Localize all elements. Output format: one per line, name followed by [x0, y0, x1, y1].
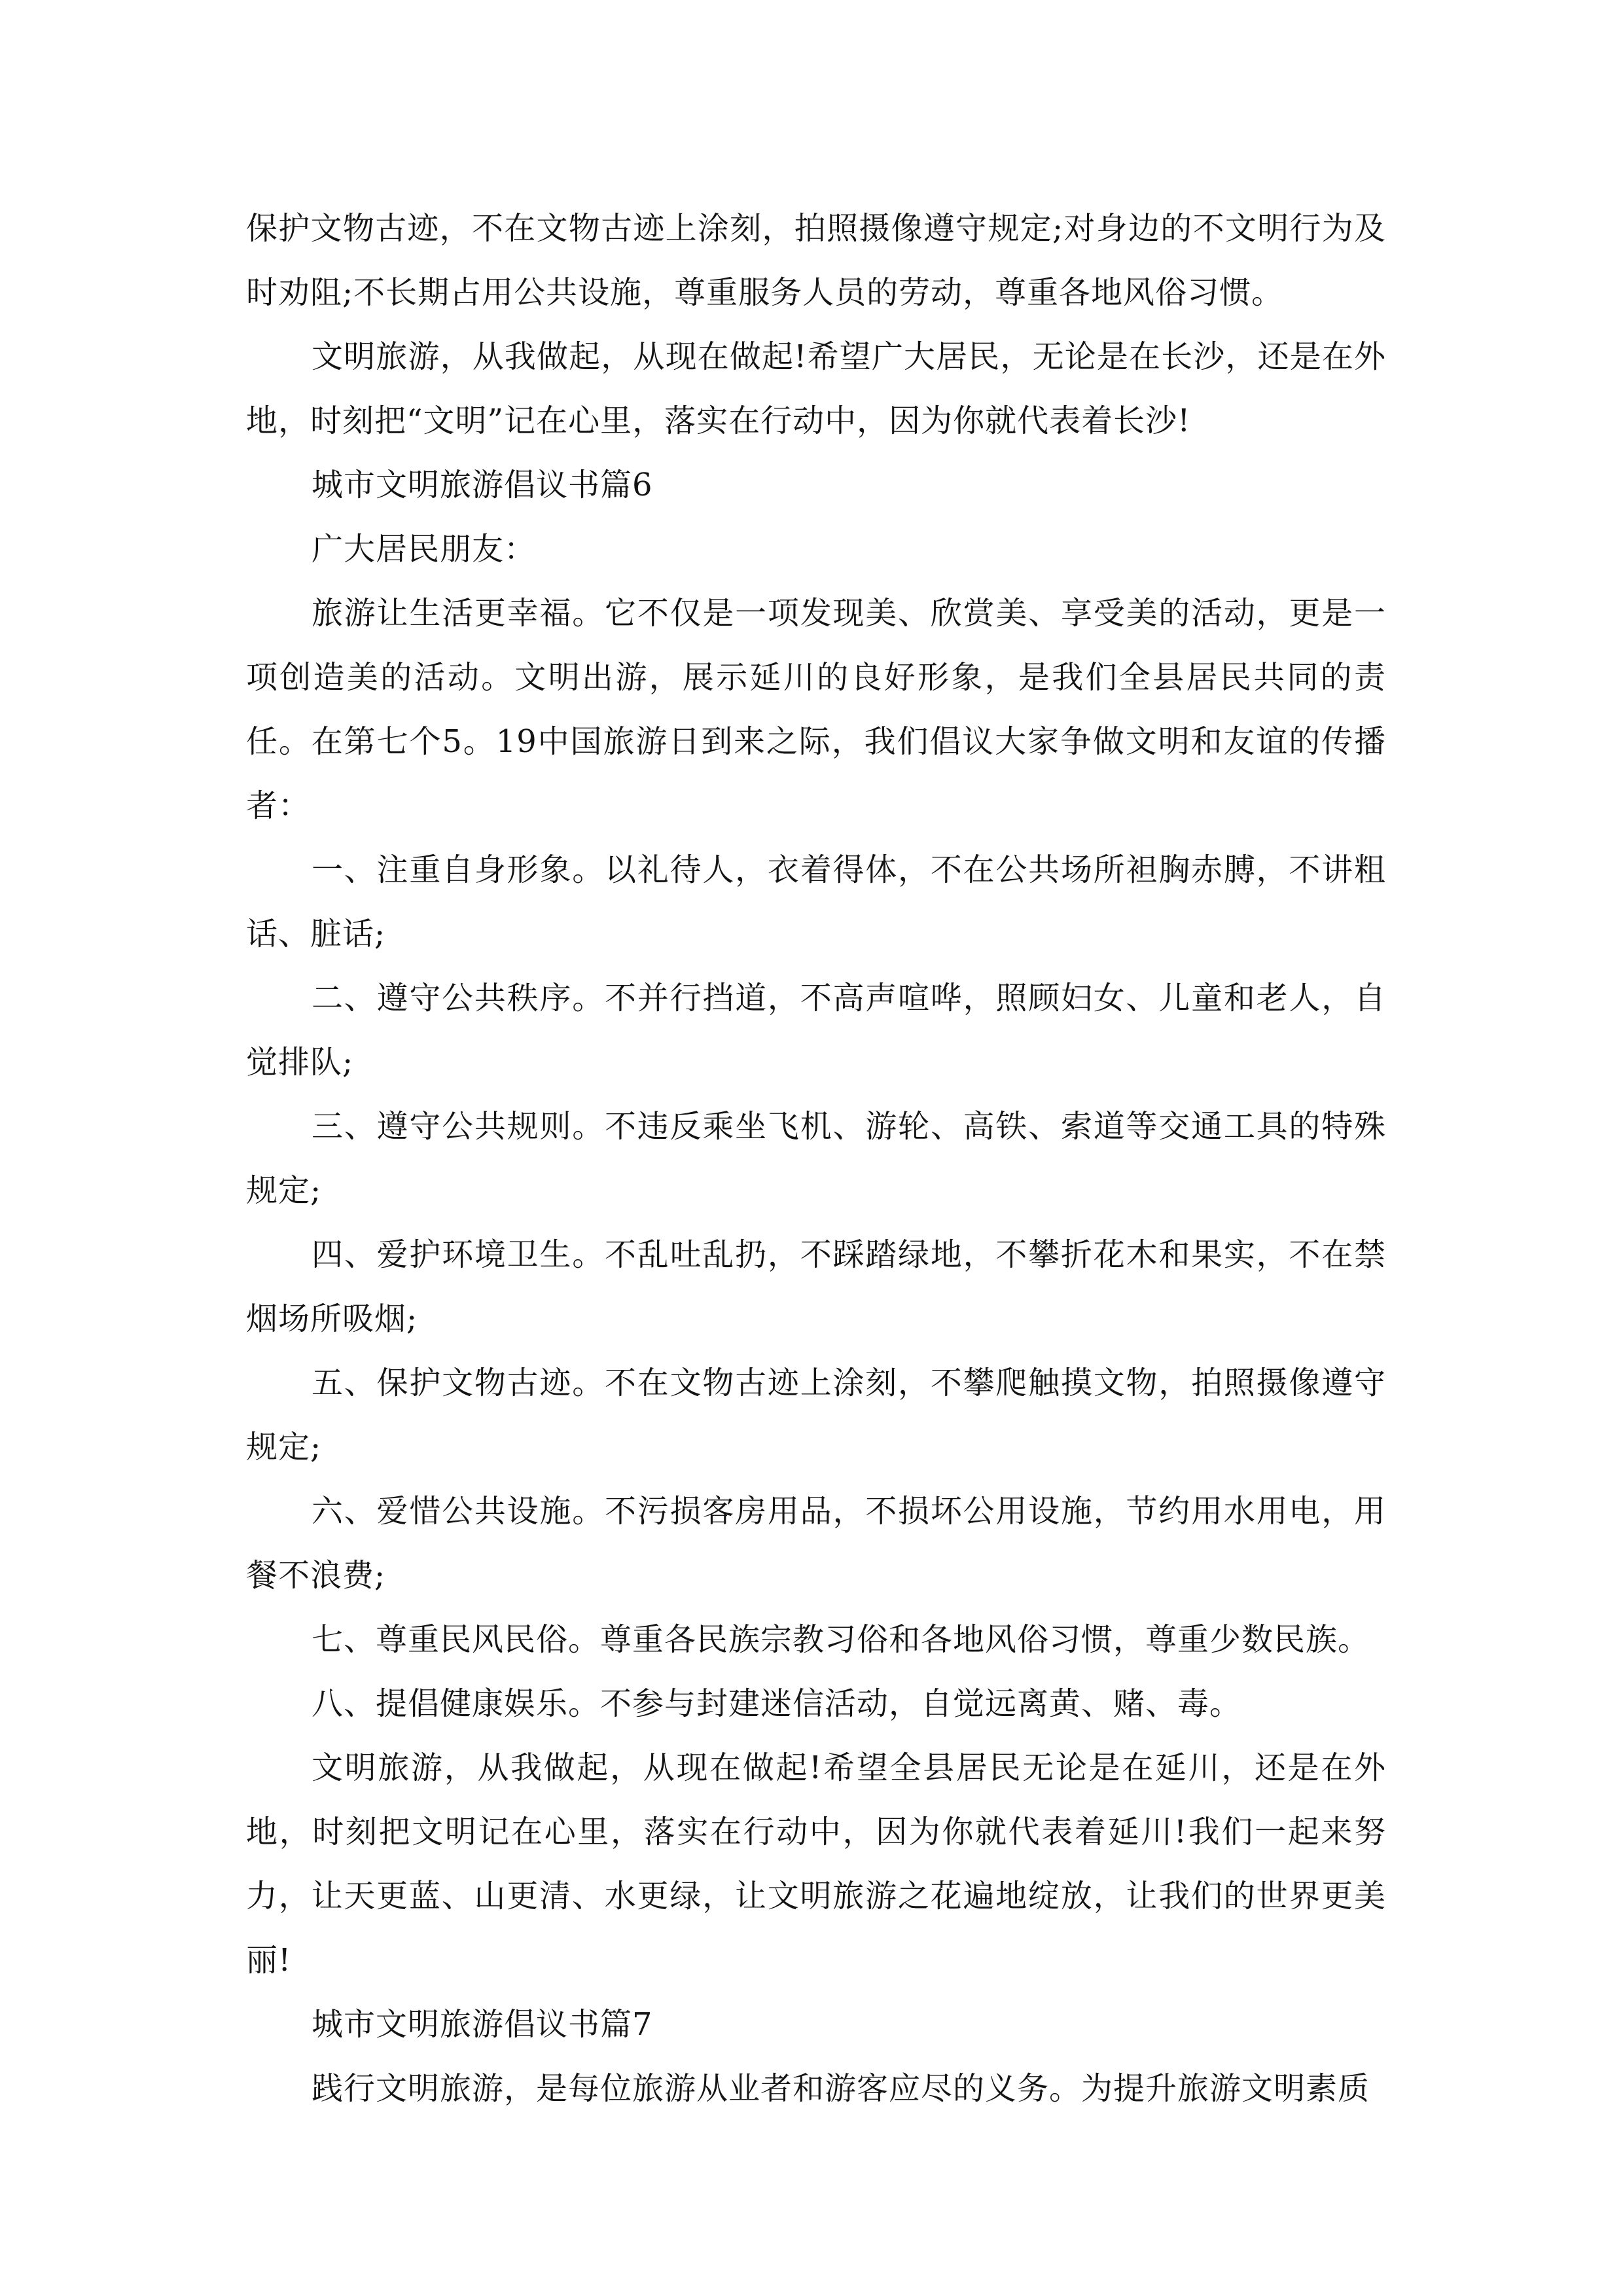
- paragraph-closing-changsha: 文明旅游，从我做起，从现在做起!希望广大居民，无论是在长沙，还是在外地，时刻把“文明”记在心里，落实在行动中，因为你就代表着长沙!: [246, 338, 1386, 439]
- paragraph-continuation: 保护文物古迹，不在文物古迹上涂刻，拍照摄像遵守规定;对身边的不文明行为及时劝阻;不长期占用公共设施，尊重服务人员的劳动，尊重各地风俗习惯。: [246, 210, 1386, 311]
- paragraph-section-7-start: 践行文明旅游，是每位旅游从业者和游客应尽的义务。为提升旅游文明素质: [312, 2070, 1370, 2107]
- section-heading-7: 城市文明旅游倡议书篇7: [312, 2006, 653, 2043]
- section-heading-6: 城市文明旅游倡议书篇6: [312, 467, 653, 503]
- paragraph-intro: 旅游让生活更幸福。它不仅是一项发现美、欣赏美、享受美的活动，更是一项创造美的活动。文明出游，展示延川的良好形象，是我们全县居民共同的责任。在第七个5。19中国旅游日到来之际，我们倡议大家争做文明和友谊的传播者：: [246, 595, 1386, 824]
- paragraph-closing-yanchuan: 文明旅游，从我做起，从现在做起!希望全县居民无论是在延川，还是在外地，时刻把文明记在心里，落实在行动中，因为你就代表着延川!我们一起来努力，让天更蓝、山更清、水更绿，让文明旅游之花遍地绽放，让我们的世界更美丽!: [246, 1749, 1386, 1979]
- list-item-4: 四、爱护环境卫生。不乱吐乱扔，不踩踏绿地，不攀折花木和果实，不在禁烟场所吸烟;: [246, 1236, 1386, 1337]
- document-page: [246, 196, 1386, 2121]
- list-item-1: 一、注重自身形象。以礼待人，衣着得体，不在公共场所袒胸赤膊，不讲粗话、脏话;: [246, 852, 1386, 952]
- list-item-7: 七、尊重民风民俗。尊重各民族宗教习俗和各地风俗习惯，尊重少数民族。: [312, 1621, 1370, 1658]
- list-item-8: 八、提倡健康娱乐。不参与封建迷信活动，自觉远离黄、赌、毒。: [312, 1685, 1242, 1722]
- list-item-3: 三、遵守公共规则。不违反乘坐飞机、游轮、高铁、索道等交通工具的特殊规定;: [246, 1108, 1386, 1209]
- salutation: 广大居民朋友：: [312, 531, 537, 567]
- list-item-6: 六、爱惜公共设施。不污损客房用品，不损坏公用设施，节约用水用电，用餐不浪费;: [246, 1493, 1386, 1594]
- list-item-2: 二、遵守公共秩序。不并行挡道，不高声喧哗，照顾妇女、儿童和老人，自觉排队;: [246, 980, 1386, 1081]
- list-item-5: 五、保护文物古迹。不在文物古迹上涂刻，不攀爬触摸文物，拍照摄像遵守规定;: [246, 1365, 1386, 1465]
